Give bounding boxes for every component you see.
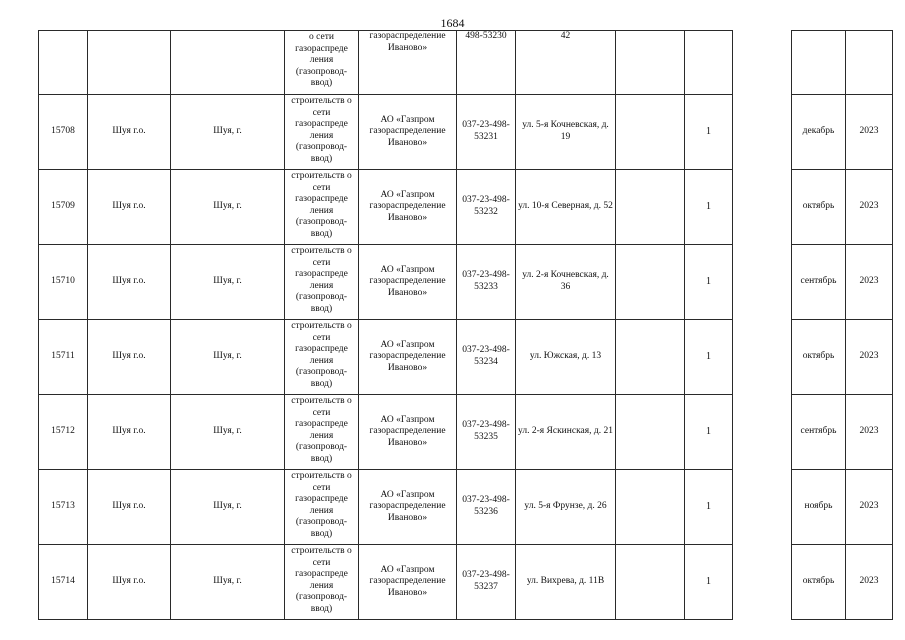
cell-year: 2023 (846, 170, 893, 245)
cell-gap (733, 245, 792, 320)
cell-code: 037-23-498-53232 (457, 170, 516, 245)
cell-month (792, 31, 846, 95)
cell-code: 037-23-498-53235 (457, 395, 516, 470)
cell-district: Шуя г.о. (88, 170, 171, 245)
cell-gap (733, 320, 792, 395)
cell-settlement: Шуя, г. (171, 95, 285, 170)
cell-gap (733, 470, 792, 545)
cell-code: 498-53230 (457, 31, 516, 95)
cell-district: Шуя г.о. (88, 545, 171, 620)
cell-id (39, 31, 88, 95)
table-row (39, 395, 893, 470)
cell-blank (616, 395, 685, 470)
cell-month: декабрь (792, 95, 846, 170)
cell-settlement: Шуя, г. (171, 395, 285, 470)
cell-blank (616, 170, 685, 245)
cell-object: ул. 2-я Яскинская, д. 21 (516, 395, 616, 470)
cell-object: ул. Вихрева, д. 11В (516, 545, 616, 620)
cell-purpose: строительств о сети газораспреде ления (газопровод-ввод) (285, 320, 359, 395)
cell-gap (733, 95, 792, 170)
cell-settlement: Шуя, г. (171, 470, 285, 545)
cell-month: октябрь (792, 545, 846, 620)
cell-year: 2023 (846, 320, 893, 395)
cell-contractor: АО «Газпром газораспределение Иваново» (359, 170, 457, 245)
cell-purpose: о сети газораспреде ления (газопровод-ввод) (285, 31, 359, 95)
cell-district: Шуя г.о. (88, 470, 171, 545)
cell-object: ул. Южская, д. 13 (516, 320, 616, 395)
cell-year: 2023 (846, 545, 893, 620)
cell-id: 15710 (39, 245, 88, 320)
cell-purpose: строительств о сети газораспреде ления (газопровод-ввод) (285, 470, 359, 545)
cell-month: ноябрь (792, 470, 846, 545)
cell-district (88, 31, 171, 95)
cell-contractor: АО «Газпром газораспределение Иваново» (359, 395, 457, 470)
cell-settlement: Шуя, г. (171, 545, 285, 620)
cell-object: ул. 5-я Кочневская, д. 19 (516, 95, 616, 170)
cell-code: 037-23-498-53233 (457, 245, 516, 320)
cell-purpose: строительств о сети газораспреде ления (газопровод-ввод) (285, 395, 359, 470)
cell-month: октябрь (792, 170, 846, 245)
cell-settlement: Шуя, г. (171, 320, 285, 395)
cell-blank (616, 545, 685, 620)
cell-gap (733, 545, 792, 620)
cell-district: Шуя г.о. (88, 95, 171, 170)
cell-contractor: АО «Газпром газораспределение Иваново» (359, 95, 457, 170)
cell-gap (733, 31, 792, 95)
cell-id: 15708 (39, 95, 88, 170)
page-number: 1684 (440, 16, 465, 30)
cell-settlement: Шуя, г. (171, 170, 285, 245)
cell-object: 42 (516, 31, 616, 95)
cell-id: 15712 (39, 395, 88, 470)
cell-qty: 1 (685, 245, 733, 320)
cell-object: ул. 10-я Северная, д. 52 (516, 170, 616, 245)
cell-district: Шуя г.о. (88, 320, 171, 395)
cell-month: октябрь (792, 320, 846, 395)
table-row (39, 545, 893, 620)
cell-year (846, 31, 893, 95)
cell-district: Шуя г.о. (88, 395, 171, 470)
cell-blank (616, 31, 685, 95)
cell-qty: 1 (685, 95, 733, 170)
table-row (39, 320, 893, 395)
cell-id: 15713 (39, 470, 88, 545)
table-row (39, 170, 893, 245)
cell-purpose: строительств о сети газораспреде ления (газопровод-ввод) (285, 170, 359, 245)
cell-qty: 1 (685, 470, 733, 545)
cell-year: 2023 (846, 395, 893, 470)
cell-object: ул. 5-я Фрунзе, д. 26 (516, 470, 616, 545)
cell-contractor: АО «Газпром газораспределение Иваново» (359, 545, 457, 620)
cell-id: 15714 (39, 545, 88, 620)
cell-month: сентябрь (792, 395, 846, 470)
cell-year: 2023 (846, 245, 893, 320)
cell-id: 15711 (39, 320, 88, 395)
cell-object: ул. 2-я Кочневская, д. 36 (516, 245, 616, 320)
cell-contractor: АО «Газпром газораспределение Иваново» (359, 320, 457, 395)
cell-blank (616, 95, 685, 170)
table-row (39, 470, 893, 545)
cell-blank (616, 245, 685, 320)
cell-qty (685, 31, 733, 95)
cell-month: сентябрь (792, 245, 846, 320)
cell-contractor: АО «Газпром газораспределение Иваново» (359, 245, 457, 320)
cell-gap (733, 395, 792, 470)
cell-blank (616, 470, 685, 545)
cell-district: Шуя г.о. (88, 245, 171, 320)
cell-purpose: строительств о сети газораспреде ления (газопровод-ввод) (285, 95, 359, 170)
cell-code: 037-23-498-53231 (457, 95, 516, 170)
cell-purpose: строительств о сети газораспреде ления (газопровод-ввод) (285, 545, 359, 620)
data-table (38, 30, 893, 620)
cell-qty: 1 (685, 320, 733, 395)
table-row (39, 245, 893, 320)
cell-qty: 1 (685, 545, 733, 620)
cell-blank (616, 320, 685, 395)
cell-code: 037-23-498-53236 (457, 470, 516, 545)
table-row (39, 95, 893, 170)
cell-id: 15709 (39, 170, 88, 245)
cell-qty: 1 (685, 170, 733, 245)
cell-purpose: строительств о сети газораспреде ления (газопровод-ввод) (285, 245, 359, 320)
cell-contractor: газораспределение Иваново» (359, 31, 457, 95)
cell-code: 037-23-498-53234 (457, 320, 516, 395)
cell-year: 2023 (846, 95, 893, 170)
cell-settlement: Шуя, г. (171, 245, 285, 320)
cell-qty: 1 (685, 395, 733, 470)
cell-year: 2023 (846, 470, 893, 545)
table-row-partial (39, 31, 893, 95)
cell-contractor: АО «Газпром газораспределение Иваново» (359, 470, 457, 545)
cell-code: 037-23-498-53237 (457, 545, 516, 620)
cell-settlement (171, 31, 285, 95)
cell-gap (733, 170, 792, 245)
